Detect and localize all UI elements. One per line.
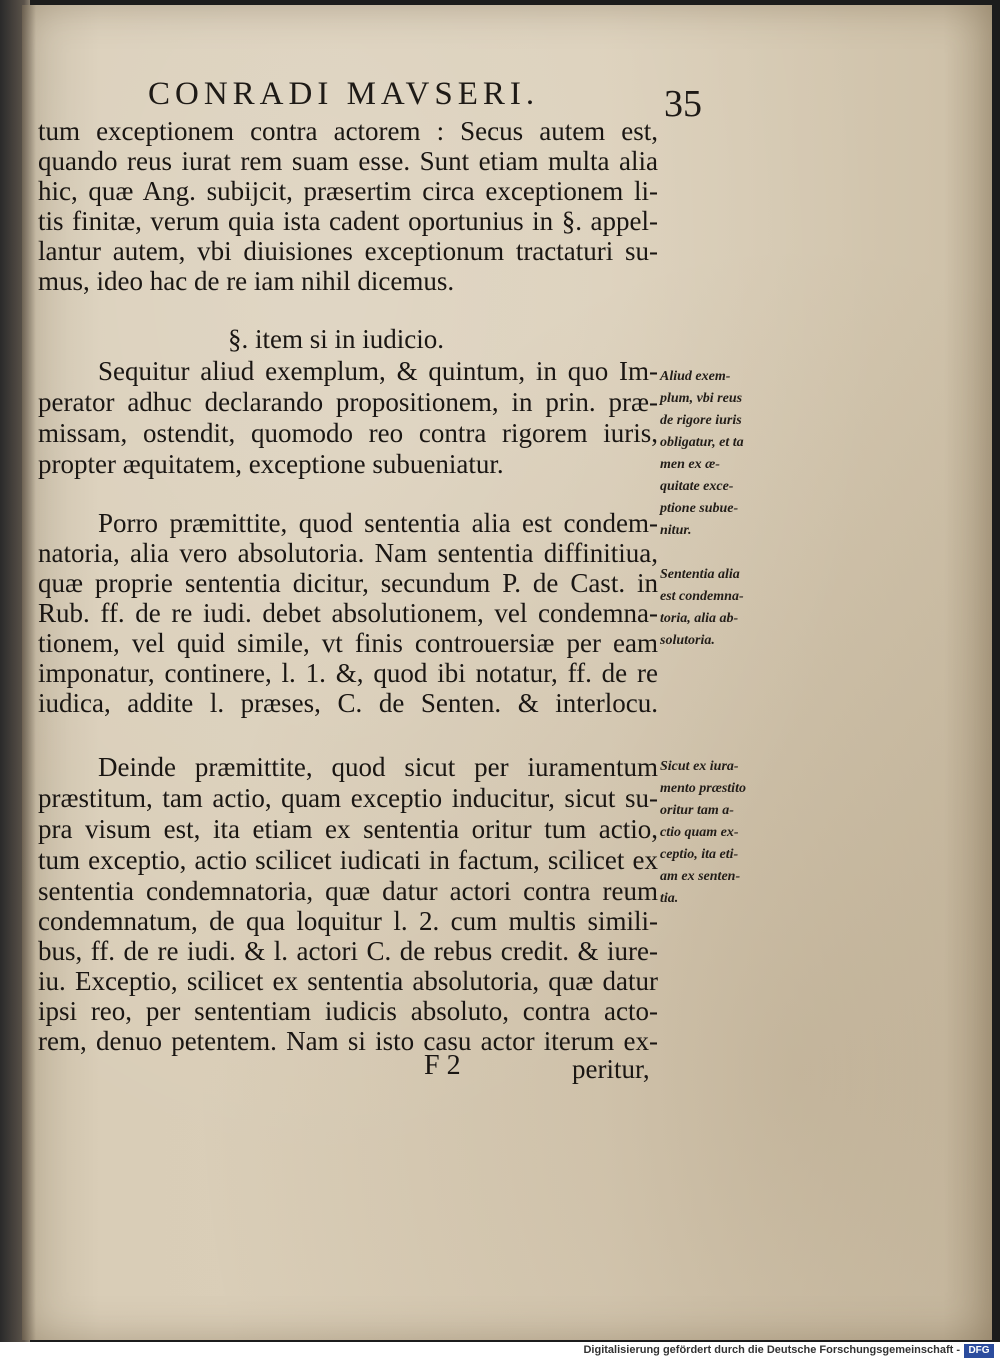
- text-line: iu. Exceptio, scilicet ex sententia absolutoria, quæ datur: [38, 966, 658, 996]
- text-line: propter æquitatem, exceptione subueniatur.: [38, 449, 504, 479]
- text-line: tionem, vel quid simile, vt finis controuersiæ per eam: [38, 628, 658, 658]
- text-line: præstitum, tam actio, quam exceptio inducitur, sicut su-: [38, 783, 658, 813]
- margin-note-line: mento præstito: [660, 781, 746, 796]
- signature-mark: F 2: [424, 1050, 461, 1081]
- text-line: tis finitæ, verum quia ista cadent oportunius in §. appel-: [38, 206, 658, 236]
- margin-note-line: plum, vbi reus: [660, 391, 743, 406]
- text-line: lantur autem, vbi diuisiones exceptionum tractaturi su-: [38, 236, 658, 266]
- margin-note-line: Aliud exem-: [660, 369, 731, 384]
- section-heading: §. item si in iudicio.: [228, 324, 444, 354]
- text-line: quando reus iurat rem suam esse. Sunt etiam multa alia: [38, 146, 658, 176]
- text-line: missam, ostendit, quomodo reo contra rigorem iuris,: [38, 418, 658, 448]
- margin-note-line: ceptio, ita eti-: [660, 847, 739, 862]
- running-head: CONRADI MAVSERI.: [148, 76, 540, 112]
- margin-note-line: men ex æ-: [660, 457, 720, 472]
- margin-note-line: tia.: [660, 891, 679, 906]
- margin-note-line: oritur tam a-: [660, 803, 734, 818]
- text-line: condemnatum, de qua loquitur l. 2. cum multis simili-: [38, 906, 658, 936]
- dfg-logo-icon: DFG: [964, 1344, 994, 1358]
- margin-note-line: ptione subue-: [660, 501, 739, 516]
- digitization-credit: Digitalisierung gefördert durch die Deutsche Forschungsgemeinschaft -: [583, 1344, 960, 1356]
- text-line: tum exceptio, actio scilicet iudicati in factum, scilicet ex: [38, 845, 658, 875]
- catchword: peritur,: [572, 1054, 650, 1084]
- text-line: Porro præmittite, quod sententia alia est condem-: [98, 508, 658, 538]
- margin-note-line: am ex senten-: [660, 869, 741, 884]
- margin-note-line: nitur.: [660, 523, 692, 538]
- margin-note-line: quitate exce-: [660, 479, 734, 494]
- text-line: tum exceptionem contra actorem : Secus autem est,: [38, 116, 658, 146]
- text-line: hic, quæ Ang. subijcit, præsertim circa exceptionem li-: [38, 176, 658, 206]
- text-line: Rub. ff. de re iudi. debet absolutionem, vel condemna-: [38, 598, 658, 628]
- text-line: natoria, alia vero absolutoria. Nam sententia diffinitiua,: [38, 538, 658, 568]
- margin-note-line: Sicut ex iura-: [660, 759, 739, 774]
- margin-note-line: est condemna-: [660, 589, 744, 604]
- margin-note-line: Sententia alia: [660, 567, 740, 582]
- text-line: ipsi reo, per sententiam iudicis absoluto, contra acto-: [38, 996, 658, 1026]
- margin-note-line: de rigore iuris: [660, 413, 742, 428]
- text-line: sententia condemnatoria, quæ datur actori contra reum: [38, 876, 658, 906]
- text-line: perator adhuc declarando propositionem, in prin. præ-: [38, 387, 658, 417]
- page-number: 35: [664, 83, 702, 125]
- text-line: bus, ff. de re iudi. & l. actori C. de rebus credit. & iure-: [38, 936, 658, 966]
- page-gutter-shadow: [22, 5, 36, 1340]
- text-line: rem, denuo petentem. Nam si isto casu actor iterum ex-: [38, 1026, 658, 1056]
- margin-note-line: solutoria.: [660, 633, 715, 648]
- text-line: imponatur, continere, l. 1. &, quod ibi notatur, ff. de re: [38, 658, 658, 688]
- text-line: Sequitur aliud exemplum, & quintum, in quo Im-: [98, 356, 658, 386]
- text-line: Deinde præmittite, quod sicut per iuramentum: [98, 752, 658, 782]
- text-line: mus, ideo hac de re iam nihil dicemus.: [38, 266, 455, 296]
- margin-note-line: toria, alia ab-: [660, 611, 739, 626]
- text-line: pra visum est, ita etiam ex sententia oritur tum actio,: [38, 814, 658, 844]
- margin-note-line: ctio quam ex-: [660, 825, 739, 840]
- text-line: quæ proprie sententia dicitur, secundum P. de Cast. in: [38, 568, 658, 598]
- text-line: iudica, addite l. præses, C. de Senten. & interlocu.: [38, 688, 658, 718]
- margin-note-line: obligatur, et ta: [660, 435, 744, 450]
